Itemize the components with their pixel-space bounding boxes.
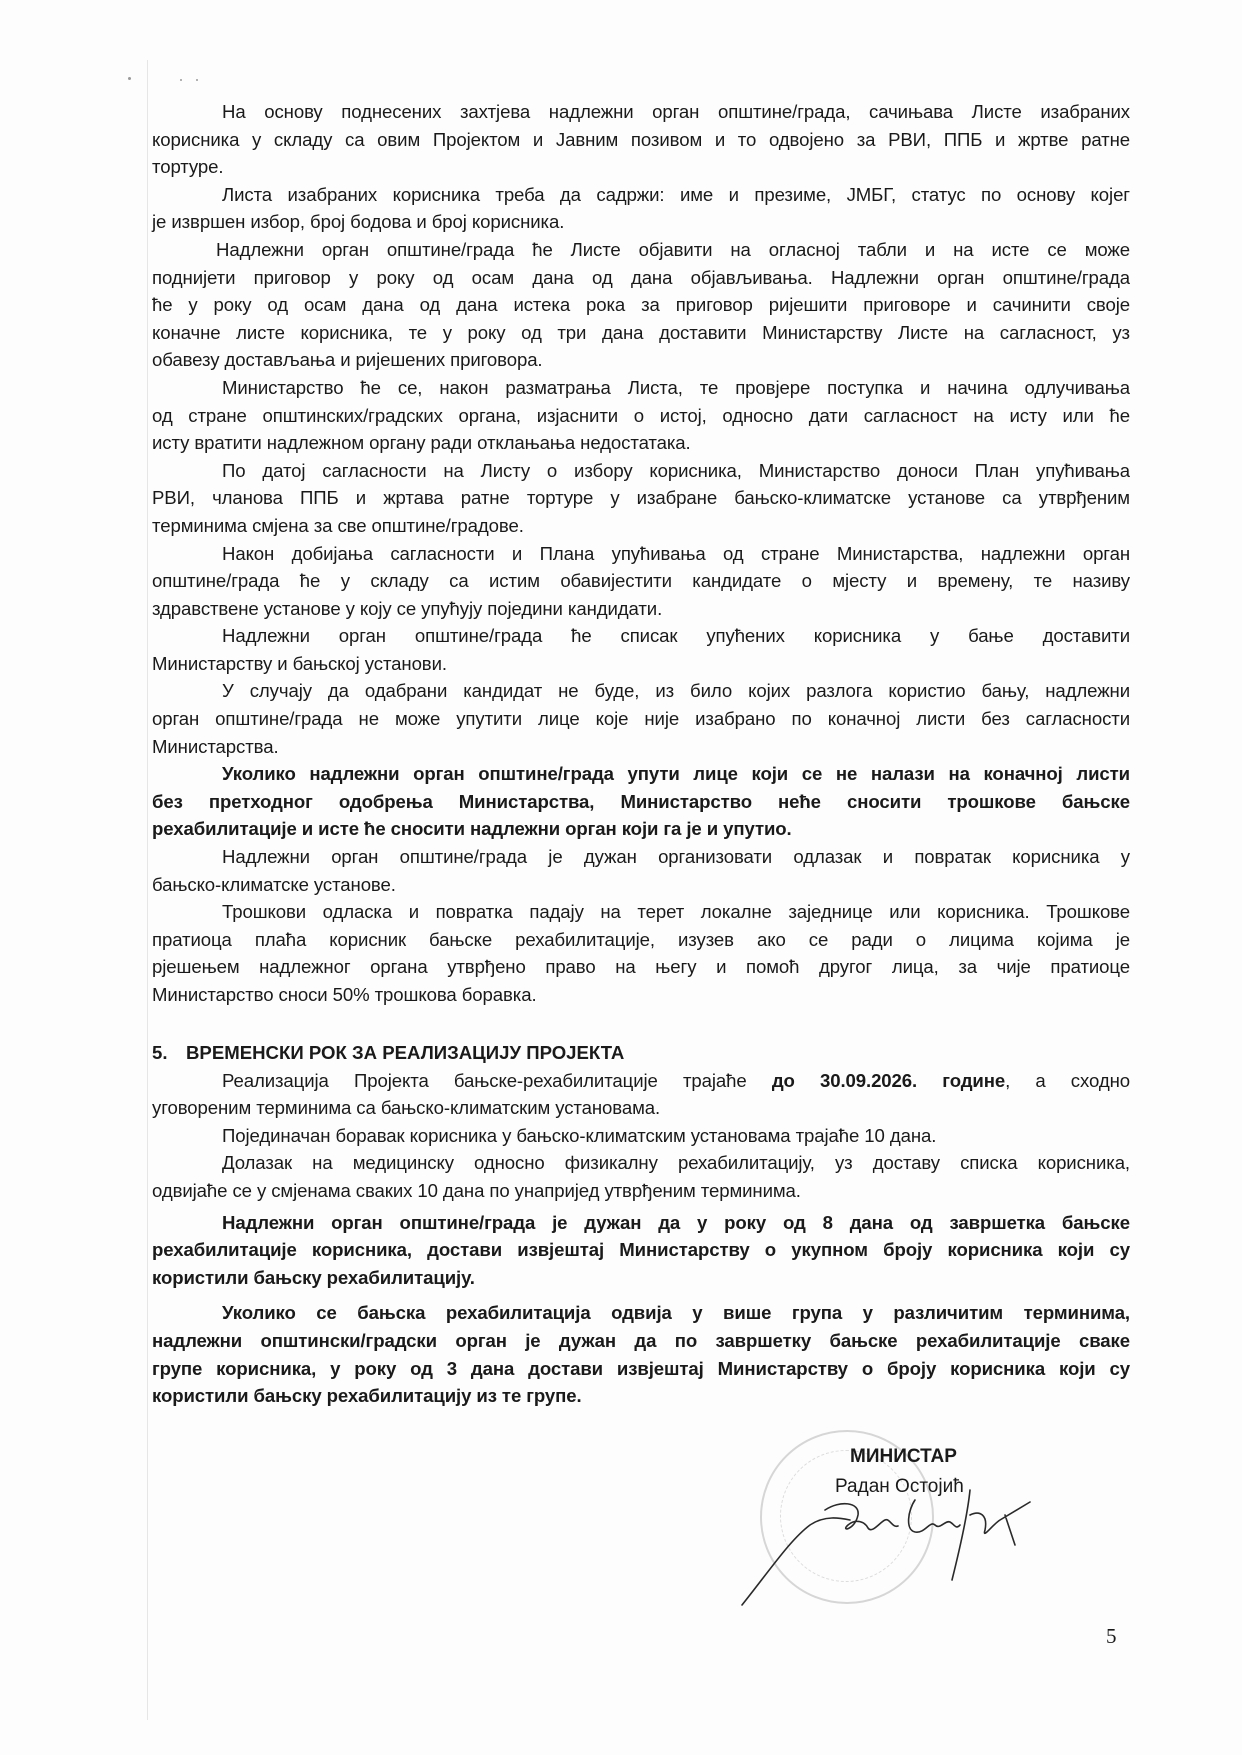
text-line: пратиоца плаћа корисник бањске рехабилитације, изузев ако се ради о лицима којима је (152, 928, 1130, 950)
text-line: бањско-климатске установе. (152, 873, 396, 895)
text-line: рехабилитације корисника, достави извјештај Министарству о укупном броју корисника који су (152, 1239, 1130, 1261)
text-line: Министарству и бањској установи. (152, 652, 447, 674)
page-number: 5 (1106, 1624, 1117, 1648)
paragraph (152, 898, 1130, 1008)
text-line: По датој сагласности на Листу о избору корисника, Министарство доноси План упућивања (222, 459, 1130, 481)
text-line: У случају да одабрани кандидат не буде, из било којих разлога користио бању, надлежни (222, 680, 1130, 702)
text-line: користили бањску рехабилитацију из те групе. (152, 1385, 582, 1407)
scan-speck (196, 79, 198, 81)
text-line: обавезу достављања и ријешених приговора. (152, 349, 543, 371)
text-line: ће у року од осам дана од дана истека рока за приговор ријешити приговоре и сачинити своје (152, 294, 1130, 316)
text-line: коначне листе корисника, те у року од три дана доставити Министарству Листе на сагласност, уз (152, 321, 1130, 343)
scan-speck (180, 79, 182, 81)
text-line: Уколико се бањска рехабилитација одвија у више група у различитим терминима, (222, 1302, 1130, 1324)
text-line: поднијети приговор у року од осам дана од дана објављивања. Надлежни орган општине/града (152, 266, 1130, 288)
text-line: без претходног одобрења Министарства, Министарство неће сносити трошкове бањске (152, 790, 1130, 812)
text-line: исту вратити надлежном органу ради отклањања недостатака. (152, 432, 691, 454)
text-line: рјешењем надлежног органа утврђено право на његу и помоћ другог лица, за чије пратиоце (152, 956, 1130, 978)
spacer (152, 1009, 1130, 1039)
paragraph (152, 677, 1130, 760)
handwritten-signature-icon (730, 1470, 1060, 1620)
text-line: од стране општинских/градских органа, изјаснити о истој, односно дати сагласност на исту или ће (152, 404, 1130, 426)
paragraph (152, 98, 1130, 181)
text-line: групе корисника, у року од 3 дана достави извјештај Министарству о броју корисника који су (152, 1357, 1130, 1379)
text-span: , а сходно (1005, 1069, 1130, 1091)
deadline-date: до 30.09.2026. године (771, 1069, 1006, 1091)
text-span: Реализација Пројекта бањске-рехабилитације трајаће (222, 1069, 772, 1091)
paragraph (152, 457, 1130, 540)
document-body (152, 98, 1130, 1410)
bold-paragraph (152, 1299, 1130, 1409)
text-line: Министарства. (152, 735, 279, 757)
text-line: Уколико надлежни орган општине/града упути лице који се не налази на коначној листи (222, 763, 1130, 785)
text-line: општине/града ће у складу са истим обавијестити кандидате о мјесту и времену, те називу (152, 570, 1130, 592)
text-line: тортуре. (152, 156, 224, 178)
text-line: РВИ, чланова ППБ и жртава ратне тортуре у изабране бањско-климатске установе са утврђеним (152, 487, 1130, 509)
text-line: Листа изабраних корисника треба да садржи: име и презиме, ЈМБГ, статус по основу којег (222, 183, 1130, 205)
paragraph (152, 1122, 1130, 1150)
text-line: Надлежни орган општине/града је дужан организовати одлазак и повратак корисника у (222, 846, 1130, 868)
paragraph (152, 622, 1130, 677)
text-line: Појединачан боравак корисника у бањско-климатским установама трајаће 10 дана. (222, 1124, 937, 1146)
text-line: терминима смјена за све општине/градове. (152, 514, 524, 536)
paragraph (152, 540, 1130, 623)
text-line: На основу поднесених захтјева надлежни орган општине/града, сачињава Листе изабраних (222, 101, 1130, 122)
text-line: надлежни општински/градски орган је дужан да по завршетку бањске рехабилитације сваке (152, 1329, 1130, 1351)
text-line: уговореним терминима са бањско-климатским установама. (152, 1097, 661, 1119)
section-title: ВРЕМЕНСКИ РОК ЗА РЕАЛИЗАЦИЈУ ПРОЈЕКТА (186, 1041, 625, 1063)
paragraph (152, 843, 1130, 898)
paragraph (152, 374, 1130, 457)
text-line: Након добијања сагласности и Плана упућивања од стране Министарства, надлежни орган (222, 542, 1130, 564)
text-line: орган општине/града не може упутити лице које није изабрано по коначној листи без сагласности (152, 708, 1130, 730)
text-line: здравствене установе у коју се упућују поједини кандидати. (152, 597, 663, 619)
paragraph (152, 236, 1130, 374)
text-line: Надлежни орган општине/града ће Листе објавити на огласној табли и на исте се може (216, 238, 1130, 260)
text-line: корисника у складу са овим Пројектом и Јавним позивом и то одвојено за РВИ, ППБ и жртве ратне (152, 128, 1130, 150)
text-line: одвијаће се у смјенама сваких 10 дана по унапријед утврђеним терминима. (152, 1179, 801, 1201)
text-line: Надлежни орган општине/града је дужан да у року од 8 дана од завршетка бањске (222, 1211, 1130, 1233)
signatory-title: МИНИСТАР (850, 1446, 957, 1467)
section-number: 5. (152, 1041, 168, 1063)
text-line: Трошкови одласка и повратка падају на терет локалне заједнице или корисника. Трошкове (222, 901, 1130, 923)
text-line: Министарство сноси 50% трошкова боравка. (152, 984, 537, 1005)
bold-paragraph (152, 1209, 1130, 1292)
section-heading (152, 1039, 1130, 1067)
text-line: Долазак на медицинску односно физикалну рехабилитацију, уз доставу списка корисника, (222, 1152, 1130, 1174)
signature-block (760, 1430, 1120, 1630)
text-line: рехабилитације и исте ће сносити надлежни орган који га је и упутио. (152, 818, 792, 840)
text-line (152, 1067, 1130, 1095)
text-line: Надлежни орган општине/града ће списак упућених корисника у бање доставити (222, 625, 1130, 647)
text-line: Министарство ће се, након разматрања Листа, те провјере поступка и начина одлучивања (222, 376, 1130, 398)
scan-speck (128, 77, 131, 80)
bold-paragraph (152, 760, 1130, 843)
signatory-name: Радан Остојић (835, 1476, 964, 1497)
paragraph (152, 1149, 1130, 1204)
text-line: је извршен избор, број бодова и број корисника. (152, 211, 565, 233)
spacer (152, 1291, 1130, 1299)
scan-edge-line (147, 60, 148, 1720)
paragraph (152, 181, 1130, 236)
paragraph (152, 1067, 1130, 1122)
text-line: користили бањску рехабилитацију. (152, 1266, 475, 1288)
